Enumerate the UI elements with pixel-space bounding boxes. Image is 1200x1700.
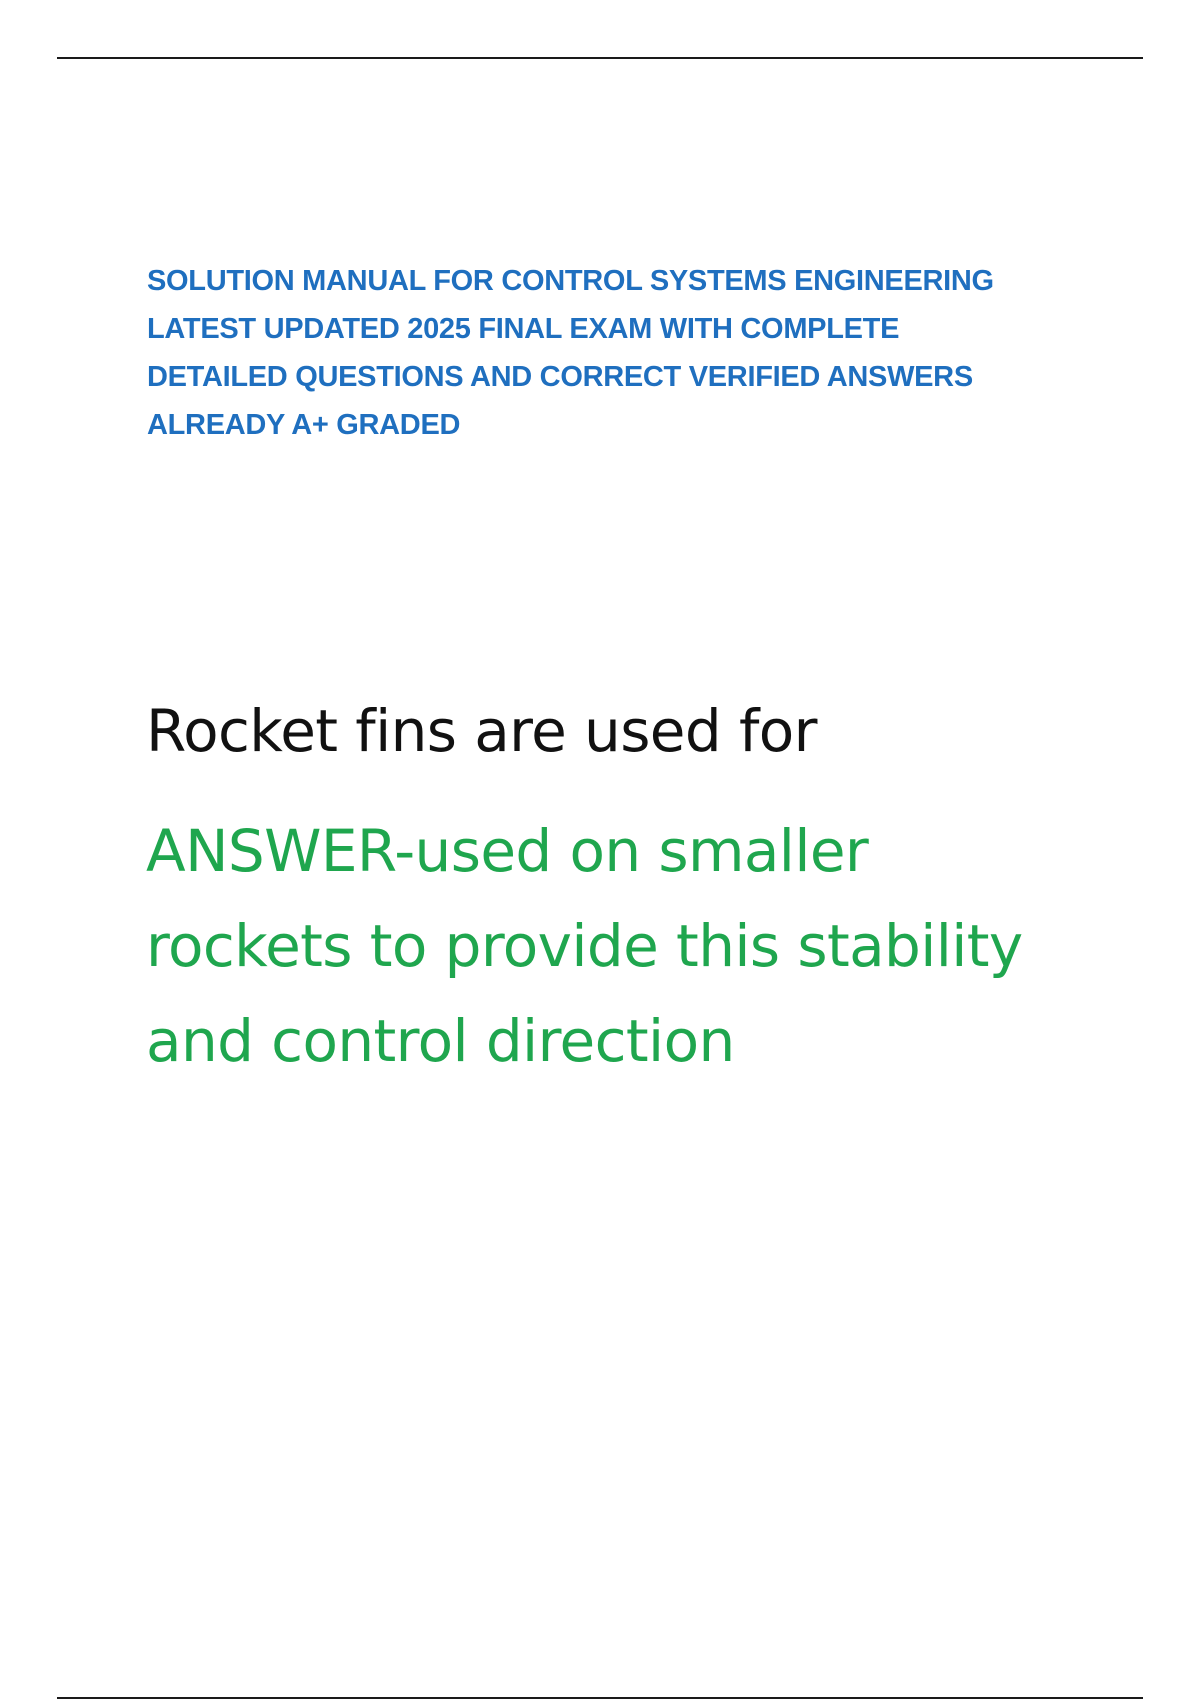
title-line: SOLUTION MANUAL FOR CONTROL SYSTEMS ENGINEERING <box>147 265 994 297</box>
answer-line: rockets to provide this stability <box>146 912 1023 980</box>
answer-line: ANSWER-used on smaller <box>146 817 869 885</box>
top-divider <box>57 57 1143 59</box>
question-text: Rocket fins are used for <box>146 697 817 765</box>
title-line: ALREADY A+ GRADED <box>147 409 461 441</box>
document-title <box>147 257 1067 449</box>
title-line: DETAILED QUESTIONS AND CORRECT VERIFIED ANSWERS <box>147 361 973 393</box>
answer-text <box>146 804 1146 1089</box>
answer-line: and control direction <box>146 1007 735 1075</box>
title-line: LATEST UPDATED 2025 FINAL EXAM WITH COMPLETE <box>147 313 900 345</box>
bottom-divider <box>57 1697 1143 1699</box>
